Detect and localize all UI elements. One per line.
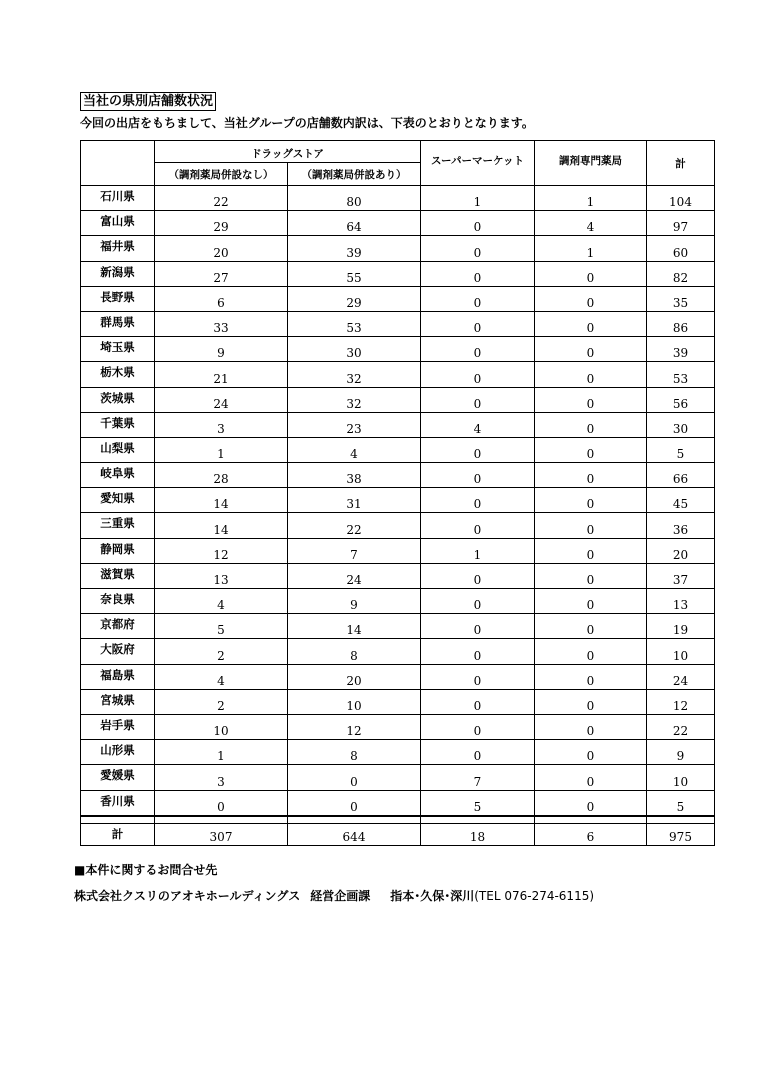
header-dispensing-pharmacy: 調剤専門薬局: [535, 141, 647, 186]
table-row: [81, 437, 715, 462]
cell-dispensing-pharmacy: 4: [535, 211, 647, 236]
prefecture-cell: 石川県: [81, 186, 155, 211]
cell-dispensing-pharmacy: 0: [535, 765, 647, 790]
contact-line: [74, 888, 594, 904]
cell-dispensing-pharmacy: 0: [535, 790, 647, 816]
prefecture-cell: 埼玉県: [81, 337, 155, 362]
cell-drugstore-without: 2: [155, 689, 288, 714]
separator-cell: [81, 816, 155, 824]
cell-drugstore-with: 9: [288, 589, 421, 614]
prefecture-cell: 三重県: [81, 513, 155, 538]
separator-cell: [647, 816, 715, 824]
cell-supermarket: 0: [421, 362, 535, 387]
total-separator: [81, 816, 715, 824]
table-row: [81, 614, 715, 639]
total-drugstore-without: 307: [155, 823, 288, 845]
cell-drugstore-without: 13: [155, 563, 288, 588]
header-total: 計: [647, 141, 715, 186]
table-row: [81, 387, 715, 412]
header-supermarket: スーパーマーケット: [421, 141, 535, 186]
cell-dispensing-pharmacy: 0: [535, 589, 647, 614]
prefecture-cell: 福島県: [81, 664, 155, 689]
cell-total: 13: [647, 589, 715, 614]
cell-total: 86: [647, 311, 715, 336]
cell-total: 22: [647, 714, 715, 739]
prefecture-cell: 群馬県: [81, 311, 155, 336]
cell-total: 56: [647, 387, 715, 412]
cell-drugstore-with: 14: [288, 614, 421, 639]
cell-supermarket: 0: [421, 639, 535, 664]
contact-phone: (TEL 076-274-6115): [474, 889, 595, 903]
cell-total: 104: [647, 186, 715, 211]
prefecture-cell: 茨城県: [81, 387, 155, 412]
prefecture-cell: 宮城県: [81, 689, 155, 714]
cell-drugstore-with: 29: [288, 286, 421, 311]
table-row: [81, 714, 715, 739]
table-row: [81, 311, 715, 336]
cell-drugstore-with: 53: [288, 311, 421, 336]
cell-drugstore-without: 10: [155, 714, 288, 739]
cell-supermarket: 0: [421, 614, 535, 639]
store-count-table: [80, 140, 715, 846]
cell-total: 60: [647, 236, 715, 261]
cell-drugstore-without: 14: [155, 513, 288, 538]
table-row: [81, 362, 715, 387]
table-row: [81, 211, 715, 236]
header-drugstore: ドラッグストア: [155, 141, 421, 163]
table-row: [81, 412, 715, 437]
prefecture-cell: 香川県: [81, 790, 155, 816]
total-dispensing-pharmacy: 6: [535, 823, 647, 845]
prefecture-cell: 岐阜県: [81, 463, 155, 488]
cell-dispensing-pharmacy: 0: [535, 639, 647, 664]
cell-drugstore-with: 55: [288, 261, 421, 286]
cell-drugstore-without: 5: [155, 614, 288, 639]
cell-dispensing-pharmacy: 0: [535, 538, 647, 563]
cell-drugstore-without: 33: [155, 311, 288, 336]
cell-drugstore-with: 10: [288, 689, 421, 714]
cell-total: 19: [647, 614, 715, 639]
separator-cell: [421, 816, 535, 824]
cell-drugstore-without: 4: [155, 664, 288, 689]
contact-persons: 指本･久保･深川: [390, 889, 475, 903]
contact-heading: ■本件に関するお問合せ先: [74, 863, 218, 877]
cell-drugstore-without: 24: [155, 387, 288, 412]
cell-dispensing-pharmacy: 1: [535, 236, 647, 261]
table-row: [81, 790, 715, 816]
cell-supermarket: 7: [421, 765, 535, 790]
prefecture-cell: 山梨県: [81, 437, 155, 462]
prefecture-cell: 富山県: [81, 211, 155, 236]
cell-drugstore-with: 23: [288, 412, 421, 437]
cell-supermarket: 0: [421, 311, 535, 336]
cell-drugstore-without: 1: [155, 437, 288, 462]
cell-drugstore-with: 12: [288, 714, 421, 739]
cell-supermarket: 5: [421, 790, 535, 816]
table-row: [81, 689, 715, 714]
header-drugstore-without-pharmacy: （調剤薬局併設なし）: [155, 163, 288, 186]
cell-supermarket: 0: [421, 563, 535, 588]
contact-department: 経営企画課: [310, 889, 371, 903]
page-title: 当社の県別店舗数状況: [80, 92, 216, 111]
cell-drugstore-without: 2: [155, 639, 288, 664]
table-row: [81, 186, 715, 211]
cell-supermarket: 0: [421, 337, 535, 362]
prefecture-cell: 山形県: [81, 740, 155, 765]
prefecture-cell: 新潟県: [81, 261, 155, 286]
total-drugstore-with: 644: [288, 823, 421, 845]
cell-total: 20: [647, 538, 715, 563]
table-row: [81, 639, 715, 664]
table-row: [81, 563, 715, 588]
prefecture-cell: 福井県: [81, 236, 155, 261]
header-prefecture: [81, 141, 155, 186]
cell-drugstore-without: 9: [155, 337, 288, 362]
total-total: 975: [647, 823, 715, 845]
cell-drugstore-without: 28: [155, 463, 288, 488]
cell-drugstore-without: 3: [155, 765, 288, 790]
cell-dispensing-pharmacy: 0: [535, 437, 647, 462]
cell-dispensing-pharmacy: 0: [535, 614, 647, 639]
cell-drugstore-without: 21: [155, 362, 288, 387]
cell-total: 30: [647, 412, 715, 437]
cell-supermarket: 0: [421, 463, 535, 488]
cell-total: 53: [647, 362, 715, 387]
cell-drugstore-with: 8: [288, 639, 421, 664]
cell-total: 37: [647, 563, 715, 588]
cell-dispensing-pharmacy: 0: [535, 714, 647, 739]
cell-dispensing-pharmacy: 0: [535, 362, 647, 387]
cell-supermarket: 0: [421, 261, 535, 286]
cell-drugstore-without: 29: [155, 211, 288, 236]
cell-dispensing-pharmacy: 0: [535, 261, 647, 286]
cell-supermarket: 0: [421, 714, 535, 739]
cell-supermarket: 0: [421, 513, 535, 538]
prefecture-cell: 千葉県: [81, 412, 155, 437]
cell-supermarket: 0: [421, 589, 535, 614]
table-row: [81, 589, 715, 614]
cell-drugstore-without: 14: [155, 488, 288, 513]
cell-total: 9: [647, 740, 715, 765]
cell-drugstore-with: 80: [288, 186, 421, 211]
prefecture-cell: 京都府: [81, 614, 155, 639]
contact-company: 株式会社クスリのアオキホールディングス: [74, 889, 301, 903]
cell-dispensing-pharmacy: 0: [535, 387, 647, 412]
prefecture-cell: 愛知県: [81, 488, 155, 513]
cell-drugstore-with: 31: [288, 488, 421, 513]
cell-dispensing-pharmacy: 0: [535, 488, 647, 513]
cell-supermarket: 0: [421, 387, 535, 412]
header-drugstore-with-pharmacy: （調剤薬局併設あり）: [288, 163, 421, 186]
cell-total: 12: [647, 689, 715, 714]
separator-cell: [535, 816, 647, 824]
total-supermarket: 18: [421, 823, 535, 845]
total-row: [81, 823, 715, 845]
cell-dispensing-pharmacy: 0: [535, 311, 647, 336]
cell-drugstore-with: 64: [288, 211, 421, 236]
cell-dispensing-pharmacy: 0: [535, 563, 647, 588]
cell-total: 24: [647, 664, 715, 689]
cell-drugstore-with: 22: [288, 513, 421, 538]
cell-drugstore-with: 30: [288, 337, 421, 362]
cell-total: 5: [647, 790, 715, 816]
cell-drugstore-without: 3: [155, 412, 288, 437]
prefecture-cell: 栃木県: [81, 362, 155, 387]
intro-text: 今回の出店をもちまして、当社グループの店舗数内訳は、下表のとおりとなります。: [80, 116, 534, 130]
cell-drugstore-with: 0: [288, 790, 421, 816]
cell-dispensing-pharmacy: 0: [535, 689, 647, 714]
cell-dispensing-pharmacy: 0: [535, 412, 647, 437]
prefecture-cell: 岩手県: [81, 714, 155, 739]
prefecture-cell: 愛媛県: [81, 765, 155, 790]
cell-dispensing-pharmacy: 0: [535, 337, 647, 362]
prefecture-cell: 大阪府: [81, 639, 155, 664]
cell-drugstore-with: 32: [288, 387, 421, 412]
cell-drugstore-without: 6: [155, 286, 288, 311]
cell-drugstore-with: 32: [288, 362, 421, 387]
table-row: [81, 286, 715, 311]
cell-drugstore-without: 12: [155, 538, 288, 563]
cell-supermarket: 0: [421, 664, 535, 689]
cell-drugstore-without: 22: [155, 186, 288, 211]
cell-supermarket: 4: [421, 412, 535, 437]
table-body: [81, 186, 715, 846]
cell-total: 5: [647, 437, 715, 462]
table-row: [81, 740, 715, 765]
cell-total: 10: [647, 639, 715, 664]
cell-supermarket: 1: [421, 538, 535, 563]
prefecture-cell: 奈良県: [81, 589, 155, 614]
cell-supermarket: 0: [421, 236, 535, 261]
total-label: 計: [81, 823, 155, 845]
cell-drugstore-without: 4: [155, 589, 288, 614]
cell-drugstore-with: 24: [288, 563, 421, 588]
separator-cell: [155, 816, 288, 824]
cell-total: 45: [647, 488, 715, 513]
cell-supermarket: 0: [421, 211, 535, 236]
separator-cell: [288, 816, 421, 824]
cell-drugstore-with: 4: [288, 437, 421, 462]
cell-dispensing-pharmacy: 0: [535, 740, 647, 765]
cell-dispensing-pharmacy: 0: [535, 664, 647, 689]
cell-drugstore-with: 38: [288, 463, 421, 488]
table-row: [81, 664, 715, 689]
cell-total: 10: [647, 765, 715, 790]
table-row: [81, 236, 715, 261]
cell-drugstore-with: 7: [288, 538, 421, 563]
cell-total: 82: [647, 261, 715, 286]
table-row: [81, 337, 715, 362]
cell-total: 66: [647, 463, 715, 488]
prefecture-cell: 静岡県: [81, 538, 155, 563]
cell-dispensing-pharmacy: 1: [535, 186, 647, 211]
prefecture-cell: 滋賀県: [81, 563, 155, 588]
cell-drugstore-without: 20: [155, 236, 288, 261]
cell-drugstore-with: 8: [288, 740, 421, 765]
table-row: [81, 488, 715, 513]
cell-drugstore-with: 39: [288, 236, 421, 261]
cell-drugstore-without: 0: [155, 790, 288, 816]
prefecture-cell: 長野県: [81, 286, 155, 311]
cell-supermarket: 0: [421, 689, 535, 714]
cell-total: 39: [647, 337, 715, 362]
cell-total: 36: [647, 513, 715, 538]
cell-supermarket: 0: [421, 286, 535, 311]
cell-drugstore-without: 1: [155, 740, 288, 765]
cell-supermarket: 0: [421, 488, 535, 513]
table-row: [81, 765, 715, 790]
cell-dispensing-pharmacy: 0: [535, 463, 647, 488]
cell-supermarket: 1: [421, 186, 535, 211]
cell-total: 97: [647, 211, 715, 236]
table-row: [81, 513, 715, 538]
cell-total: 35: [647, 286, 715, 311]
table-row: [81, 538, 715, 563]
cell-drugstore-without: 27: [155, 261, 288, 286]
table-row: [81, 261, 715, 286]
cell-dispensing-pharmacy: 0: [535, 286, 647, 311]
cell-dispensing-pharmacy: 0: [535, 513, 647, 538]
table-row: [81, 463, 715, 488]
cell-supermarket: 0: [421, 740, 535, 765]
cell-drugstore-with: 20: [288, 664, 421, 689]
cell-supermarket: 0: [421, 437, 535, 462]
cell-drugstore-with: 0: [288, 765, 421, 790]
